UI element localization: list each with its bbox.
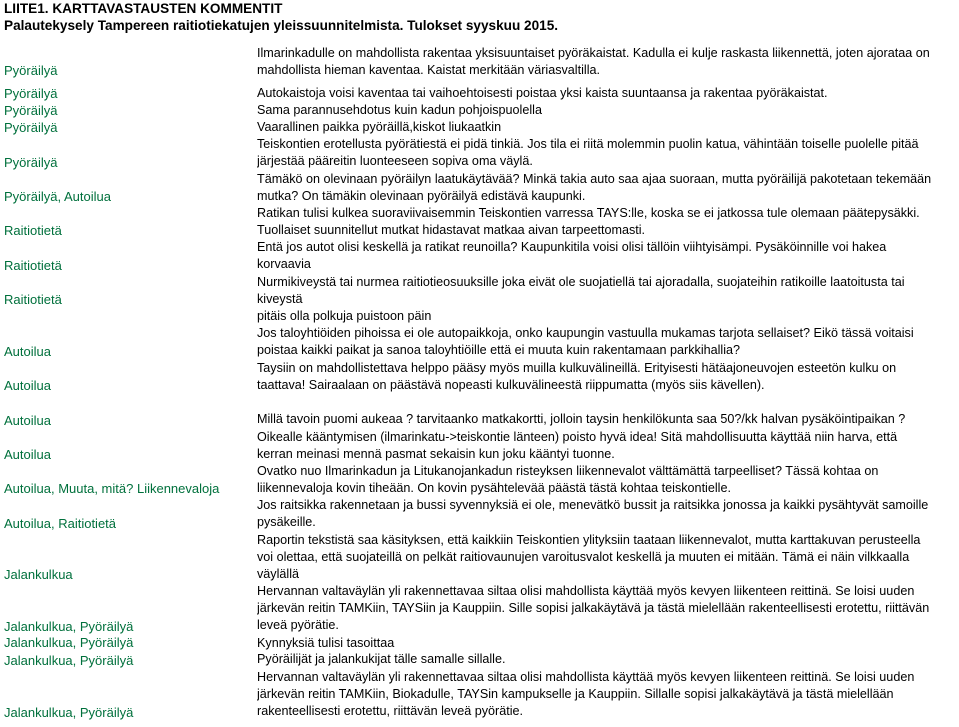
table-row bbox=[0, 497, 959, 532]
category-cell: Autoilua, Muuta, mitä? Liikennevaloja bbox=[4, 481, 220, 496]
comment-line: Ratikan tulisi kulkea suoraviivaisemmin Teiskontien varressa TAYS:lle, koska se ei jatkossa tule olemaan päätepysäkki. bbox=[257, 206, 920, 220]
category-cell: Jalankulkua, Pyöräilyä bbox=[4, 653, 134, 668]
comment-line: Millä tavoin puomi aukeaa ? tarvitaanko matkakortti, jolloin taysin henkilökunta saa 50?/kk halvan pysäköintipaikan ? bbox=[257, 412, 906, 426]
comment-line: Jos taloyhtiöiden pihoissa ei ole autopaikkoja, onko kaupungin vastuulla mukamas tarjota sellaiset? Eikö tässä voitaisi bbox=[257, 326, 914, 340]
category-cell: Pyöräilyä, Autoilua bbox=[4, 189, 111, 204]
category-cell: Autoilua bbox=[4, 378, 51, 393]
table-row bbox=[0, 463, 959, 497]
comment-line: Tuollaiset suunnitellut mutkat hidastavat matkaa aivan tarpeettomasti. bbox=[257, 223, 646, 238]
comment-cell bbox=[257, 85, 957, 102]
table-row bbox=[0, 119, 959, 136]
comment-line: Ilmarinkadulle on mahdollista rakentaa yksisuuntaiset pyöräkaistat. Kadulla ei kulje raskasta liikennettä, joten ajorataa on bbox=[257, 46, 930, 60]
comment-cell bbox=[257, 497, 957, 531]
comment-cell bbox=[257, 171, 957, 205]
comment-line: korvaavia bbox=[257, 257, 311, 272]
category-cell: Raitiotietä bbox=[4, 292, 62, 307]
comment-line: Jos raitsikka rakennetaan ja bussi syvennyksiä ei ole, menevätkö bussit ja raitsikka jonossa ja kaikki pysähtyvät samoille bbox=[257, 498, 929, 512]
category-cell: Jalankulkua, Pyöräilyä bbox=[4, 619, 134, 634]
comment-line: kerran meinasi mennä pasmat sekaisin kun joku kääntyi tuonne. bbox=[257, 447, 615, 462]
document-title: LIITE1. KARTTAVASTAUSTEN KOMMENTIT bbox=[4, 1, 283, 16]
comment-line: Oikealle kääntymisen (ilmarinkatu->teiskontie länteen) poisto hyvä idea! Sitä mahdollisuutta käyttää niin harva, että bbox=[257, 430, 898, 444]
table-row bbox=[0, 583, 959, 635]
comment-cell bbox=[257, 532, 957, 584]
comment-line: Sama parannusehdotus kuin kadun pohjoispuolella bbox=[257, 103, 542, 117]
table-row bbox=[0, 429, 959, 463]
category-cell: Pyöräilyä bbox=[4, 86, 58, 101]
category-cell: Pyöräilyä bbox=[4, 120, 58, 135]
comment-cell bbox=[257, 651, 957, 668]
table-row bbox=[0, 171, 959, 205]
category-cell: Raitiotietä bbox=[4, 223, 62, 238]
category-cell: Pyöräilyä bbox=[4, 155, 58, 170]
comment-line: Entä jos autot olisi keskellä ja ratikat reunoilla? Kaupunkitila voisi olisi tällöin viihtyisämpi. Pysäköinnille voi hakea bbox=[257, 240, 887, 254]
comment-cell bbox=[257, 239, 957, 273]
table-row bbox=[0, 669, 959, 721]
comment-line: Hervannan valtaväylän yli rakennettavaa siltaa olisi mahdollista käyttää myös kevyen liikenteen reittinä. Se loisi uuden bbox=[257, 670, 915, 684]
category-cell: Jalankulkua, Pyöräilyä bbox=[4, 635, 134, 650]
table-row bbox=[0, 360, 959, 394]
comment-cell bbox=[257, 119, 957, 136]
comment-line: poistaa kaikki paikat ja sanoa taloyhtiöille että ei muuta kuin rakentamaan parkkihallia? bbox=[257, 343, 741, 358]
comment-line: Hervannan valtaväylän yli rakennettavaa siltaa olisi mahdollista käyttää myös kevyen liikenteen reittinä. Se loisi uuden bbox=[257, 584, 915, 598]
table-row bbox=[0, 85, 959, 102]
category-cell: Autoilua bbox=[4, 344, 51, 359]
category-cell: Autoilua bbox=[4, 447, 51, 462]
table-row bbox=[0, 411, 959, 429]
comment-cell bbox=[257, 274, 957, 308]
table-row bbox=[0, 45, 959, 79]
table-row bbox=[0, 308, 959, 325]
comment-line: Taysiin on mahdollistettava helppo pääsy myös muilla kulkuvälineillä. Erityisesti hätäajoneuvojen esteetön kulku on bbox=[257, 361, 897, 375]
comment-line: voi olettaa, että suojateillä on pelkät raitiovaunujen varoitusvalot keskellä ja muuten ei mitään. Tämä ei näin vilkkaalla bbox=[257, 550, 910, 565]
comment-line: järkevän reitin TAMKiin, Biokadulle, TAYSin kampukselle ja Kauppiin. Sillalle sopisi jalkakäytävä ja tästä mielellään bbox=[257, 687, 894, 702]
comment-line: kiveystä bbox=[257, 292, 303, 307]
comment-cell bbox=[257, 308, 957, 325]
category-cell: Jalankulkua bbox=[4, 567, 73, 582]
comment-line: Kynnyksiä tulisi tasoittaa bbox=[257, 636, 395, 650]
comment-line: Ovatko nuo Ilmarinkadun ja Litukanojankadun risteyksen liikennevalot välttämättä tarpeelliset? Tässä kohtaa on bbox=[257, 464, 879, 478]
comment-line: järjestää pääreitin luonteeseen sopiva oma väylä. bbox=[257, 154, 533, 169]
table-row bbox=[0, 274, 959, 308]
table-row bbox=[0, 205, 959, 239]
category-cell: Autoilua, Raitiotietä bbox=[4, 516, 117, 531]
comment-line: Pyöräilijät ja jalankukijat tälle samalle sillalle. bbox=[257, 652, 506, 666]
comment-cell bbox=[257, 429, 957, 463]
table-row bbox=[0, 635, 959, 651]
comment-cell bbox=[257, 360, 957, 394]
comment-cell bbox=[257, 669, 957, 721]
document-subtitle: Palautekysely Tampereen raitiotiekatujen yleissuunnitelmista. Tulokset syyskuu 2015. bbox=[4, 18, 559, 33]
comment-line: Autokaistoja voisi kaventaa tai vaihoehtoisesti poistaa yksi kaista suuntaansa ja rakentaa pyöräkaistat. bbox=[257, 86, 828, 100]
comment-cell bbox=[257, 102, 957, 119]
comment-line: liikennevaloja kovin tiheään. On kovin pysähtelevää päästä tästä kohtaa teiskontielle. bbox=[257, 481, 731, 496]
table-row bbox=[0, 651, 959, 669]
table-row bbox=[0, 325, 959, 360]
comment-cell bbox=[257, 325, 957, 359]
comment-cell bbox=[257, 583, 957, 635]
comment-line: mahdollista hieman kaventaa. Kaistat merkitään väriasvaltilla. bbox=[257, 63, 600, 78]
comment-line: Tämäkö on olevinaan pyöräilyn laatukäytävää? Minkä takia auto saa ajaa suoraan, mutta pyöräilijä pakotetaan tekemään bbox=[257, 172, 932, 186]
category-cell: Pyöräilyä bbox=[4, 63, 58, 78]
comment-line: Nurmikiveystä tai nurmea raitiotieosuuksille joka eivät ole suojatiellä tai ajoradalla, suojateihin ratikoille laatoitusta tai bbox=[257, 275, 905, 289]
category-cell: Autoilua bbox=[4, 413, 51, 428]
comment-cell bbox=[257, 136, 957, 170]
comment-cell bbox=[257, 463, 957, 497]
comment-line: rakenteellisesti erotettu, riittävän leveä pyörätie. bbox=[257, 704, 524, 719]
category-cell: Pyöräilyä bbox=[4, 103, 58, 118]
comment-line: Raportin tekstistä saa käsityksen, että kaikkiin Teiskontien ylityksiin taataan liikennevalot, mutta karttakuvan perusteella bbox=[257, 533, 921, 547]
comment-cell bbox=[257, 411, 957, 428]
comment-line: Teiskontien erotellusta pyörätiestä ei pidä tinkiä. Jos tila ei riitä molemmin puolin katua, vähintään toiselle puolelle pitää bbox=[257, 137, 919, 151]
comment-cell bbox=[257, 635, 957, 652]
table-row bbox=[0, 532, 959, 583]
comment-line: Vaarallinen paikka pyöräillä,kiskot liukaatkin bbox=[257, 120, 502, 134]
comment-line: järkevän reitin TAMKiin, TAYSiin ja Kauppiin. Sille sopisi jalkakäytävä ja tästä mielellään rakenteellisesti erotettu, riittävän bbox=[257, 601, 930, 616]
comment-line: mutka? On tämäkin olevinaan pyöräilyä edistävä kaupunki. bbox=[257, 189, 586, 204]
category-cell: Jalankulkua, Pyöräilyä bbox=[4, 705, 134, 720]
table-row bbox=[0, 239, 959, 274]
table-row bbox=[0, 136, 959, 171]
comment-cell bbox=[257, 45, 957, 79]
comment-line: taattava! Sairaalaan on päästävä nopeasti kulkuvälineestä riippumatta (myös siis kävellen). bbox=[257, 378, 765, 393]
table-row bbox=[0, 102, 959, 119]
comment-line: pitäis olla polkuja puistoon päin bbox=[257, 309, 432, 323]
comment-line: väylällä bbox=[257, 567, 299, 582]
comment-line: leveä pyörätie. bbox=[257, 618, 339, 633]
comment-line: pysäkeille. bbox=[257, 515, 316, 530]
category-cell: Raitiotietä bbox=[4, 258, 62, 273]
comment-cell bbox=[257, 205, 957, 239]
document-header bbox=[4, 0, 558, 34]
